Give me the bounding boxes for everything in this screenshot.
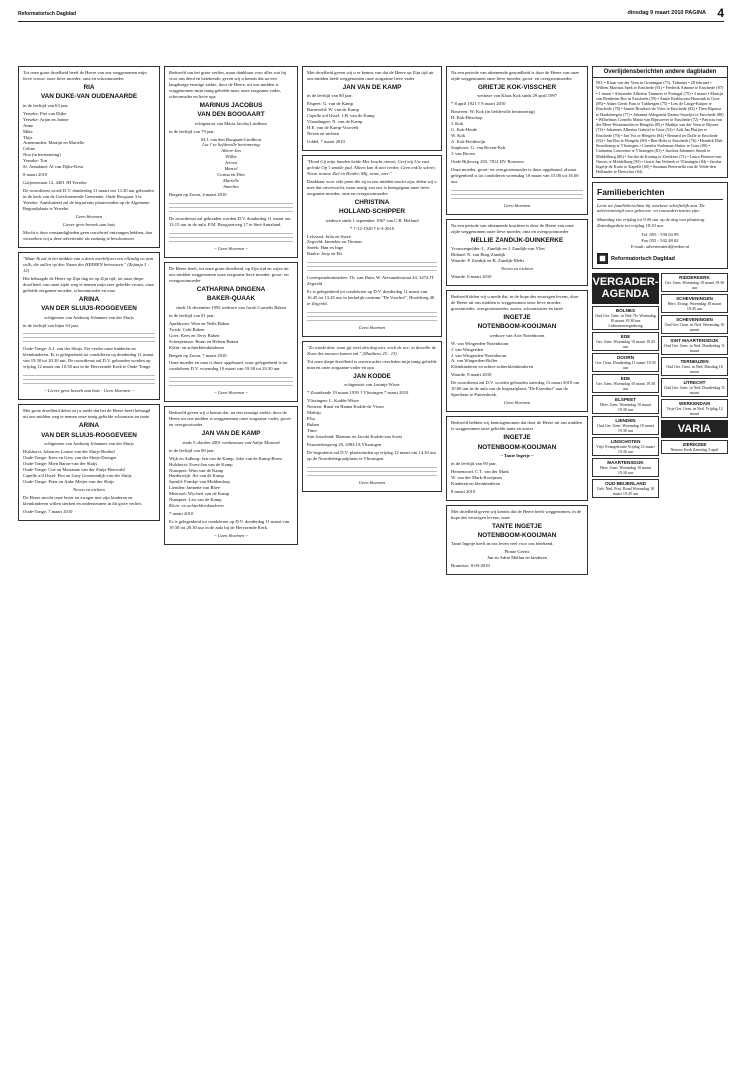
obituary-date: Bergen op Zoom, 4 maart 2010 (169, 192, 227, 198)
meeting-item: OUD-BEIJERLAND Geb. Ned. Prot. Bond Woensdag 10 maart 19.45 uur (592, 479, 659, 498)
obituary-text: Onze moeder, groot- en overgrootmoeder is thuis opgebaard, alwaar gelegenheid is tot condoleren woensdag 10 maart van 15.00 tot 16.00 uur. (451, 166, 579, 184)
obituary-note: Geen bloemen (75, 214, 103, 220)
obituary-overview-list: NO. • Klaas van der Veen in Groningen (71). Tubantia • 28 februari • Willem Marinus Spek te Enschede (91) • Frederik Aimone te Enschede (87) • 1 maart • Alexander Albertus Timmers te Portugal (75) • 3 maart • Martijn van Bentheim Bos in Enschede (59) • Annie Kerkhoven-Haarsink te Goor (86) • Adam Gerrit Paas te Tubbergen (75) • Lies de Lange-Kuiper te Enschede (70) • Jannie Broekers-de Vries te Enschede (82) • Theo Ripassa te Haaksbergen (77) • Johanna Aldegonda Daams-Snoeijer te Enschede (88) • Wilhelmus Cornelis Maria van Rijnsoever te Enschede (72) • Patricia van der Meer-Wintermolen te Hengelo (85) • Mathijs van der Veen te Rijssen (74) • Johannes Albertus Gabriel te Goor (54) • Aalt Jan Pluijter te Enschede (70) • Jan Vos te Hengelo (84) • Bernard ter Dolle te Enschede (92) • Jan Bos te Hengelo (80) • Ben Hoks te Enschede (76) • Hendrik Dirk Strootkamp te Vlissingen • Cornelis Stoleman-Sluiter te Goes (90) • Catharina Louwense te Vlissingen (81) • Jacobus Johannes Snoek te Middelburg (86) • Jacoba de Koning te Zierikzee (71) • Laura Pieterse-van Onwes te Middelburg (93) • Gerrit Jan Verbeek te Vlissingen (84) • Jacoba Ingetje de Korte te Kapelle (60) • Susanna Pieternella van de Velde-den Hollander te Dreischor (64) (596, 80, 724, 175)
column-5 (592, 66, 728, 500)
column-1 (18, 66, 160, 525)
obituary-text: De Heere mocht onze broer en zwager met zijn kinderen en kleinkinderen willen sterken en ondersteunen in dit grote verlies. (23, 494, 143, 506)
text-lines (307, 309, 437, 323)
obituary-age: in de leeftijd van bijna 63 jaar. (23, 322, 79, 328)
family-list: Vlissingen: L. Kodde-Wisse Neuzen: Rinaf en Hanna Kodde-de Visser Mathijs Elsa Ruben Timo Sint Josseland: Marinus en Jacobi Kodde-van Soest (307, 398, 402, 440)
meeting-item: ELSPEET Herv. Gem. Woensdag 10 maart 19.30 uur (592, 395, 659, 414)
obituary-text: De rouwdienst zal gehouden worden D.V. donderdag 11 maart om 13.15 uur in de aula, F.M. Boogaartweg 17 te Sint-Annaland. (169, 216, 291, 228)
obituary-date: Uddel, 7 maart 2010 (307, 139, 345, 145)
meeting-item: SINT MAARTENSDIJK Oud Ger. Gem. in Ned. Donderdag 11 maart (661, 336, 728, 355)
obituary-note: ~ Geen bloemen ~ (214, 390, 248, 396)
obituary-address: Pauwenbergweg 20, 4384 JA Vlissingen (307, 442, 382, 448)
obituary-text: Er is gelegenheid tot condoleren op D.V. donderdag 11 maart van 16.45 tot 13.45 uur in kerkelijk centrum "De Voorhof", Hoofdweg 40 te Zegveld. (307, 289, 435, 307)
obituary-intro: Met grote droefheid delen wij u mede dat het de Heere heeft behaagd uit ons midden weg te nemen onze innig geliefde schoonzus en tante (23, 408, 151, 420)
newspaper-logo: Reformatorisch Dagblad (597, 253, 723, 264)
obituary-kodde (302, 341, 442, 492)
deceased-surname: VAN DER SLUIJS-ROGGEVEEN (41, 305, 137, 313)
other-papers-obituaries (592, 66, 728, 178)
obituary-van-den-boogaart (164, 66, 298, 258)
family-list: M.J. van den Boogaart-Lindhout Lia † in liefdevolle herinnering Albert-Jan Willie Jeroen Marcel Corina en Dies Marielle Annelies (200, 136, 262, 190)
deceased-name: ARINA (78, 295, 100, 303)
obituary-age: in de leeftijd van 80 jaar. (169, 447, 215, 453)
meeting-item: ZIERIKZEE Nieuwe Kerk Zaterdag 3 april (661, 440, 728, 454)
obituary-text: Onze moeder en oma is thuis opgebaard, waar gelegenheid is tot condoleren D.V. woensdag 10 maart van 19.30 tot 20.30 uur. (169, 360, 288, 372)
text-lines (169, 230, 293, 244)
obituary-intro: Na een periode van afnemende krachten is door de Heere van onze zijde weggenomen onze lieve moeder, oma en overgrootmoeder (451, 222, 574, 234)
text-lines (451, 187, 583, 201)
deceased-surname: NOTENBOOM-KOOIJMAN (477, 323, 557, 331)
obituary-holland-schipper (302, 155, 442, 337)
bible-quote: "Maar Ik zal in het midden van u doen overblijven een ellendig en arm volk; die zullen op den Naam des HEEREN betrouwen." (Zefanja 3 : 12) (23, 256, 154, 273)
obituary-van-der-sluijs-2 (18, 404, 160, 520)
obituary-date: 8 maart 2010 (451, 488, 476, 494)
text-lines (23, 372, 155, 386)
obituary-kok-visscher (446, 66, 588, 215)
agenda-grid (592, 273, 728, 500)
familieberichten-box (592, 182, 728, 270)
deceased-name: INGETJE (503, 434, 531, 442)
obituary-age: in de leeftijd van 90 jaar. (451, 460, 497, 466)
obituary-address: Galjoenstraat 12, 4401 JH Yerseke (23, 180, 87, 186)
obituary-age: in de leeftijd van 80 jaar. (307, 93, 353, 99)
family-list: Wijk en Aalburg: Jan van de Kamp, Joke van de Kamp-Bouw Hulshorst: Evert-Jan van de Kamp Nunspeet: Wim van de Kamp Harderwijk: Ari van de Kamp Speuld: Frankje van Middendorp Lienden: Jannette van Rhee Meerssel: Wychert van de Kamp Nunspeet: Leo van de Kamp Klein- en achterkleinkinderen (169, 455, 283, 509)
column-3 (302, 66, 442, 496)
obituary-note: Geen bloemen (503, 400, 531, 406)
text-lines (169, 374, 293, 388)
deceased-surname: NOTENBOOM-KOOIJMAN (477, 443, 557, 451)
obituary-van-de-kamp-2 (302, 66, 442, 151)
text-lines (169, 200, 293, 214)
obituary-intro: Bedroefd om het grote verlies, maar dankbaar voor alles wat hij voor ons deed en betekende, geven wij u kennis dat na een langdurige ernstige ziekte, door de Heere, uit ons midden is weggenomen mijn innig geliefde man, onze zorgzame vader, schoonvader en lieve opa (169, 70, 287, 99)
life-dates: * Zoutelande 19 maart 1939 † Vlissingen 7 maart 2010 (307, 390, 409, 396)
obituary-subtitle: echtgenote van Anthonij Johannes van der Sluijs (44, 314, 134, 320)
deceased-name: RIA (83, 83, 95, 91)
vergader-agenda-banner: VERGADER- AGENDA (592, 273, 659, 304)
text-lines (307, 259, 437, 273)
obituary-date: Waarde, 8 maart 2010 (451, 372, 492, 378)
family-list: Vrouwenpolder: L. Zandijk en J. Zandijk-van Vliet Biiland: N. van Burg-Zandijk Waarde: P. Zandijk en B. Zandijk-Melis (451, 246, 545, 264)
obituary-date: Oude-Tonge, 7 maart 2010 (23, 508, 73, 514)
deadline-text: Maandag t/m vrijdag tot 9.00 uur op de dag van plaatsing. Zaterdageditie tot vrijdag 18.30 uur. (597, 217, 706, 229)
obituary-subtitle: weduwe sinds 1 september 1967 van C.B. Holland (325, 217, 419, 223)
life-dates: * 8 april 1921 † 8 maart 2010 (451, 101, 506, 107)
obituary-intro: Bedroefd geven wij u kennis dat, na een ernstige ziekte, door de Heere uit ons midden is weggenomen onze zorgzame vader, groot- en overgrootvader (169, 410, 292, 428)
deceased-name: JAN VAN DE KAMP (342, 83, 402, 91)
logo-icon (597, 253, 608, 264)
section-title: Overlijdensberichten andere dagbladen (593, 67, 727, 78)
obituary-date: Waarde, 6 maart 2010 (451, 274, 492, 279)
email-address[interactable]: E-mail: advertentierd@erdee.nl (630, 244, 690, 250)
obituary-text: De rouwdienst zal D.V. worden gehouden zaterdag 13 maart 2010 om 10.00 uur in de aula van de begraafplaats "De Essenhof" aan de Sportlaan te Puttershoek. (451, 380, 580, 398)
obituary-text: Er is gelegenheid tot condoleren op D.V. donderdag 11 maart van 19.30 tot 20.30 uur in de aula bij de Hervormde Kerk. (169, 519, 290, 531)
meeting-item: UTRECHT Oud Ger. Gem. in Ned. Donderdag 11 maart (661, 378, 728, 397)
deceased-surname: NOTENBOOM-KOOIJMAN (477, 532, 557, 540)
family-list: Yerseke: Piet van Dijke Yerseke: Arjan en Janine Anne Mike Thijs Arnemuiden: Martijn en Marielle Celine Noa (in herinnering) Yerseke: Ton St. Annaland: Al van Dijke-Keur (23, 110, 85, 170)
meeting-item: EDE Ger. Gem. Woensdag 10 maart 19.45 uur (592, 332, 659, 351)
meeting-item: EDE Ger. Gem. Woensdag 10 maart 19.30 uur (592, 374, 659, 393)
obituary-subtitle: echtgenoot van Leuntje Wisse (344, 382, 400, 388)
family-list: Elspeet: G. van de Kamp Barneveld: W. van de Kamp Capelle a/d IJssel: J.H. van de Kamp Vlaardingen: N. van de Kamp H.E. van de Kamp-Voorvelt Neven en nichten (307, 101, 375, 137)
obituary-intro: Dankbaar voor vele jaren die zij in ons midden mocht zijn, delen wij u mee dat onverwacht, maar rustig van ons is heengegaan onze lieve, zorgzame moeder, oma en overgrootmoeder (307, 178, 437, 196)
poem-quote: "Houd Gij mijn handen beide Met kracht omvat; Geef mij Uw vast geleide Op 't smalle pad. Alleen kan ik niet verder, Geen enk'le schreï; Neem trouwe Ziel en Herder, Mij, arme, mee." (307, 159, 436, 176)
agenda-right (661, 273, 728, 500)
family-list: Plonie Geerts Jan en Adrie Mallan en kinderen (487, 549, 547, 561)
obituary-intro: Met droefheid geven wij kennis dat de Heere heeft weggenomen, in de hope des eeuwigen levens, onze (451, 508, 582, 520)
page-number: 4 (717, 6, 724, 20)
obituary-notenboom-3 (446, 505, 588, 576)
obituary-note: Liever geen bezoek aan huis (62, 222, 116, 228)
phone-number: Tel. 055 - 539 04 99 (641, 232, 679, 238)
family-list: W. van Wingerden-Notenboom J. van Wingerden J. van Wingerden-Notenboom A. van Wingerden-Roller Kleinkinderen en achter-achterkleinkinderen (451, 340, 534, 370)
correspondence-address: Correspondentieadres: Th. van Duin, W. Alexanderstraat 44, 3474 JT Zegveld (307, 275, 434, 287)
column-2 (164, 66, 298, 549)
obituary-text: Mocht u door omstandigheden geen rouwbrief ontvangen hebben, dan verzoeken wij u deze advertentie als zodanig te beschouwen. (23, 230, 152, 242)
obituary-notenboom-2 (446, 416, 588, 500)
deceased-name: ARINA (78, 422, 100, 430)
meeting-item: SCHEVENINGEN Herv. Evang. Woensdag 10 maart 19.45 uur (661, 294, 728, 313)
deceased-name: NELLIE ZANDIJK-DUINKERKE (470, 236, 564, 244)
obituary-note: ~ Geen bloemen ~ (214, 246, 248, 252)
deceased-name: CATHARINA DINGENA (196, 286, 266, 293)
page-date: dinsdag 9 maart 2010 PAGINA (627, 10, 706, 16)
obituary-intro: Tot onze grote droefheid heeft de Heere van ons weggenomen mijn lieve vrouw, onze lieve moeder, oma en schoonmoeder (23, 70, 147, 81)
newspaper-name: Reformatorisch Dagblad (18, 11, 77, 17)
obituary-age: in de leeftijd van 79 jaar. (169, 128, 215, 134)
deceased-surname: VAN DEN BOOGAART (197, 111, 265, 119)
obituary-note: ~ Liever geen bezoek aan huis - Geen bloemen ~ (44, 388, 134, 394)
family-list: Heinenoord: C.T. van der Mark W. van der Mark-Kooijman Kinderen en kleinkinderen (451, 468, 509, 486)
meeting-item: SCHEVENINGEN Oud Ger. Gem. in Ned. Woensdag 10 maart (661, 315, 728, 334)
agenda-left (592, 273, 659, 500)
obituary-note: Geen bloemen (358, 480, 386, 486)
meeting-item: WERKENDAM Vrije Ger. Gem. in Ned. Vrijdag 12 maart (661, 399, 728, 418)
fax-number: Fax 055 - 542 48 02 (641, 238, 679, 244)
life-dates: * 7-12-1920 † 6-3-2010 (349, 225, 395, 231)
obituary-subtitle: echtgenote van Anthonij Johannes van der Sluijs (44, 440, 134, 446)
obituary-intro: Tot onze diepe droefheid is onverwachts overleden mijn innig geliefde man en onze zorgzame vader en opa (307, 359, 437, 371)
obituary-notenboom-1 (446, 290, 588, 412)
obituary-intro: Bedroefd hebben wij kennisgenomen dat door de Heere uit ons midden is weggenomen onze geliefde tante en zuster (451, 420, 582, 432)
deceased-name: TANTE INGETJE (492, 522, 542, 530)
obituary-subtitle: ~ Tante Ingetje ~ (500, 452, 534, 458)
obituary-intro: Het behaagde de Heere op Zijn dag en op Zijn tijd, tot onze diepe droefheid, van onze zijde weg te nemen mijn zeer geliefde vrouw, onze geliefde zorgzame moeder, schoonmoeder en oma (23, 275, 154, 293)
meeting-item: MAARTENSDIJK Herv. Gem. Woensdag 10 maart 19.30 uur (592, 458, 659, 477)
obituary-date: 8 maart 2010 (23, 172, 48, 178)
obituary-subtitle: sinds 5 oktober 2001 weduwnaar van Aaltje Mosterd (182, 439, 280, 445)
obituary-date: Bruinisse, 8-03-2010 (451, 563, 490, 569)
obituary-van-de-kamp-1 (164, 406, 298, 545)
family-list: Lelystad: Julia en Sytze Zegveld: Jannekie en Thomas Sneek: Han en Inge Raalte: Joop en Els (307, 233, 362, 257)
deceased-name: INGETJE (503, 313, 531, 321)
deceased-name: GRIETJE KOK-VISSCHER (477, 83, 557, 91)
obituary-intro: De Heere heeft, tot onze grote droefheid, op Zijn tijd en wijze uit ons midden weggenomen onze zorgzame lieve moeder, groot- en overgrootmoeder (169, 266, 289, 284)
page-header (18, 6, 724, 22)
obituary-zandijk-duinkerke (446, 219, 588, 286)
deceased-surname: VAN DIJKE-VAN OUDENAARDE (40, 93, 138, 101)
obituary-van-dijke (18, 66, 160, 248)
obituary-subtitle: weduwe van Klaas Kok sinds 29 april 1997 (477, 93, 557, 99)
obituary-address: Oude Bijloweg 250, 7814 DV Bouveen (451, 158, 524, 164)
obituary-intro: Bedroefd delen wij u mede dat, in de hope des eeuwigen levens, door de Heere uit ons midden is weggenomen onze lieve moeder, grootmoeder, overgrootmoeder, zuster, schoonzuster en tante (451, 293, 579, 311)
deceased-name: JAN VAN DE KAMP (201, 430, 261, 438)
obituary-note: Geen bloemen (503, 202, 531, 208)
text-lines (23, 330, 155, 344)
family-list: Bouveen: W. Kok (in liefdevolle herinnering) H. Kok-Bitschop J. Kok G. Kok-Heide W. Kok A. Kok-Boldewijn Staphorst: G. van Boven-Kok J. van Boven (451, 109, 535, 157)
obituary-text: Tante Ingetje heeft in ons leven veel voor ons betekend. (451, 541, 554, 547)
meeting-item: DOORN Ger. Gem. Donderdag 11 maart 19.30 uur (592, 353, 659, 372)
meeting-item: LINSCHOTEN Vrije Evangelisatie Vrijdag 12 maart 19.30 uur (592, 437, 659, 456)
family-list: Apeldoorn: Wim en Nella Baken Twisk: Cobi Baken Goes: Kees en Terry Baken Scherpenisse: Bram en Heleen Baken Klein- en achterkleinkinderen (169, 320, 239, 350)
obituary-note: ~ Geen bloemen ~ (214, 533, 248, 539)
obituary-age: in de leeftijd van 63 jaar. (23, 102, 69, 108)
deceased-name: JAN KODDE (353, 373, 391, 381)
obituary-subtitle: echtgenoot van Maria Jacoba Lindhout (195, 120, 267, 126)
obituary-note: Neven en nichten (73, 486, 105, 492)
meeting-item: TERNEUZEN Oud Ger. Gem. in Ned. Dinsdag 16 maart (661, 357, 728, 376)
obituary-subtitle: sinds 16 december 1992 weduwe van Jacob Cornelis Baken (176, 304, 286, 310)
obituary-text: De rouwdienst wordt D.V. donderdag 11 maart om 13.30 uur gehouden in de kerk van de Gereformeerde Gemeente, Oude Boogaart 3 te Yerseke. Aansluitend zal de begrafenis plaatsvinden op de Algemene Begraafplaats te Yerseke. (23, 188, 154, 212)
obituary-baker-quaak (164, 262, 298, 402)
obituary-text: Oude-Tonge: A.J. van der Sluijs. Zie verder onze kinderen en kleinkinderen. Er is gelegenheid tot condoleren op donderdag 11 maart van 19.30 tot 20.30 uur. De rouwdienst zal D.V. gehouden worden op vrijdag 12 maart om 10.30 uur in de Hervormde Kerk te Oude-Tonge. (23, 346, 154, 370)
text-lines (307, 464, 437, 478)
obituary-text: De begrafenis zal D.V. plaatsvinden op vrijdag 12 maart om 14.30 uur op de Noorderbegraafplaats te Vlissingen. (307, 450, 437, 462)
info-text: Leest uw familieberichten bij voorkeur schriftelijk aan. De advertentietijd voor geboorte- en rouwadvertenties zijn: (597, 202, 705, 214)
deceased-surname: VAN DER SLUIJS-ROGGEVEEN (41, 431, 137, 439)
obituary-note: Geen bloemen (358, 325, 386, 331)
obituary-date: 7 maart 2010 (169, 511, 194, 517)
obituary-van-der-sluijs-1 (18, 252, 160, 400)
meeting-item: RIDDERKERK Ger. Gem. Woensdag 10 maart 19.30 uur (661, 273, 728, 292)
obituary-subtitle: weduwe van Arie Notenboom (489, 332, 545, 338)
meeting-item: BOLNES Oud Ger. Gem. in Ned. Nv Woensdag 10 maart 19.30 uur Lidmatenvergadering (592, 306, 659, 330)
column-4 (446, 66, 588, 579)
section-title: Familieberichten (597, 187, 723, 200)
deceased-name: CHRISTINA (354, 198, 390, 206)
meeting-item: LIENDEN Oud Ger. Gem. Woensdag 10 maart 19.30 uur (592, 416, 659, 435)
obituary-age: in de leeftijd van 81 jaar. (169, 312, 215, 318)
deceased-surname: BAKER-QUAAK (206, 295, 256, 303)
deceased-surname: HOLLAND-SCHIPPER (338, 208, 406, 216)
bible-quote: "Zo waakt dan; want gij weet den dag niet, noch de ure, in dewelke de Zoon des mensen komen zal." (Mattheus 25 : 13) (307, 345, 437, 357)
obituary-intro: Na een periode van afnemende gezondheid is door de Heere van onze zijde weggenomen onze lieve moeder, groot- en overgrootmoeder (451, 70, 580, 81)
obituary-intro: Met droefheid geven wij u er kennis van dat de Heere op Zijn tijd uit ons midden heeft weggenomen onze zorgzame lieve vader (307, 70, 434, 81)
family-list: Hulshorst: Johan en Louise van der Sluijs-Bonhof Oude-Tonge: Kees en Gery van der Sluijs-Dronger Oude-Tonge: Mien Baron-van der Sluijs Oude-Tonge: Coe en Marianne van der Sluijs-Bierwald Capelle a/d IJssel: Piet en Leny Groenendijk-van der Sluijs Oude-Tonge: Peter en Anke Meijer-van der Sluijs (23, 448, 132, 484)
varia-banner: VARIA (661, 420, 728, 438)
obituary-date: Bergen op Zoom, 7 maart 2010 (169, 352, 227, 358)
deceased-name: MARINUS JACOBUS (199, 101, 263, 109)
obituary-note: Neven en nichten (501, 266, 533, 272)
